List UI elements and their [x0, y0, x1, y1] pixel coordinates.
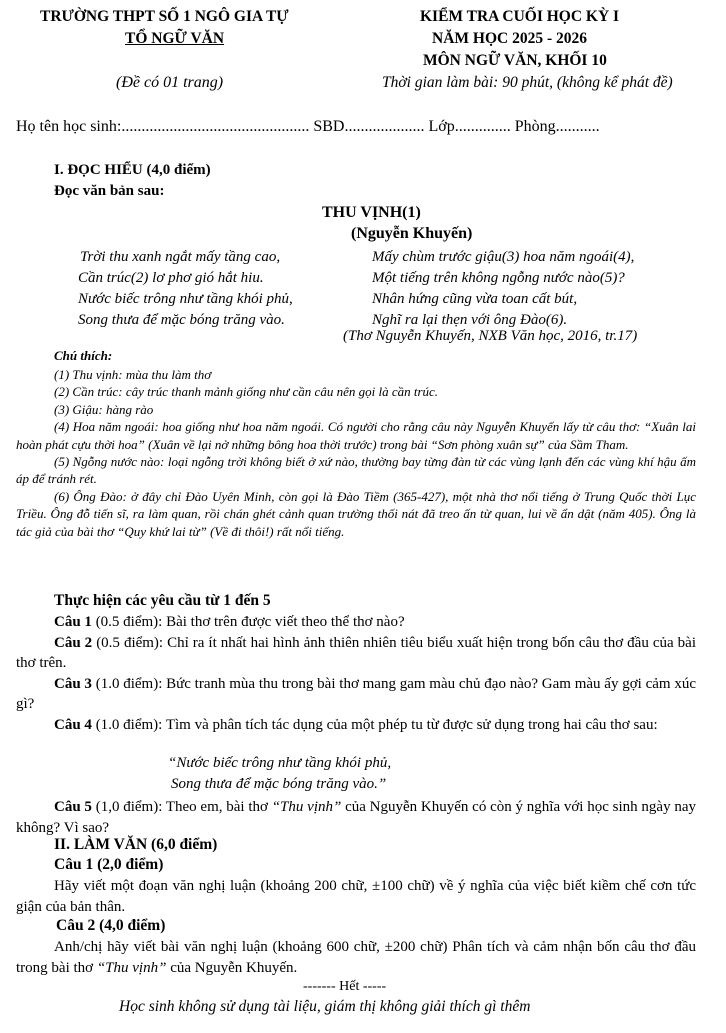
essay2-text: của Nguyễn Khuyến.: [166, 959, 298, 976]
question-label: Câu 3: [54, 675, 92, 692]
poem-name-ref: “Thu vịnh”: [96, 959, 167, 976]
quote-line: Song thưa để mặc bóng trăng vào.”: [171, 776, 387, 792]
poem-right-column: [372, 247, 634, 331]
end-marker: ------- Hết -----: [303, 979, 387, 994]
question-label: Câu 4: [54, 716, 92, 733]
question-label: Câu 2: [54, 634, 93, 651]
section1-instruction: Đọc văn bản sau:: [54, 183, 165, 199]
school-name: TRƯỜNG THPT SỐ 1 NGÔ GIA TỰ: [40, 8, 289, 25]
tasks-title: Thực hiện các yêu cầu từ 1 đến 5: [54, 592, 271, 609]
poem-line: Một tiếng trên không ngỗng nước nào(5)?: [372, 270, 625, 286]
department-name: TỔ NGỮ VĂN: [125, 30, 225, 47]
note-item: (6) Ông Đào: ở đây chỉ Đào Uyên Minh, còn gọi là Đào Tiềm (365-427), một nhà thơ nổi tiếng ở Trung Quốc thời Lục Triều. Ông đỗ tiến sĩ, ra làm quan, rồi chán ghét cảnh quan trường thối nát đã treo ấn từ quan, lui về ẩn dật (năm 405). Ông là tác giả của bài thơ “Quy khứ lai từ” (Về đi thôi!) rất nổi tiếng.: [16, 488, 696, 539]
essay2-title: Câu 2 (4,0 điểm): [56, 917, 166, 934]
room-field: Phòng...........: [514, 118, 600, 135]
question-text: (1,0 điểm): Theo em, bài thơ: [91, 799, 272, 815]
poem-line: Cần trúc(2) lơ phơ gió hắt hiu.: [78, 270, 264, 286]
essay1-title: Câu 1 (2,0 điểm): [54, 856, 164, 873]
poem-line: Nước biếc trông như tầng khói phủ,: [78, 291, 293, 307]
quote-line: “Nước biếc trông như tầng khói phủ,: [168, 755, 392, 771]
class-field: Lớp..............: [428, 118, 511, 135]
quoted-verses: [168, 753, 391, 795]
poem-line: Trời thu xanh ngắt mấy tầng cao,: [80, 249, 281, 265]
question-label: Câu 5: [54, 799, 92, 815]
poem-line: Nhân hứng cũng vừa toan cất bút,: [372, 291, 578, 307]
section1-title: I. ĐỌC HIỂU (4,0 điểm): [54, 162, 211, 178]
note-item: (1) Thu vịnh: mùa thu làm thơ: [54, 367, 212, 382]
question-4: [16, 715, 696, 736]
question-2: [16, 633, 696, 674]
question-text: của Nguyễn Khuyến có còn ý nghĩa với học sinh ngày nay không? Vì sao?: [16, 799, 696, 836]
question-text: (1.0 điểm): Bức tranh mùa thu trong bài thơ mang gam màu chủ đạo nào? Gam màu ấy gợi cảm xúc gì?: [16, 675, 696, 713]
footer-note: Học sinh không sử dụng tài liệu, giám thị không giải thích gì thêm: [119, 998, 531, 1015]
notes-title: Chú thích:: [54, 348, 113, 363]
essay2-text: Anh/chị hãy viết bài văn nghị luận (khoảng 600 chữ, ±200 chữ) Phân tích và cảm nhận bốn câu thơ đầu trong bài thơ: [16, 939, 696, 976]
question-text: (0.5 điểm): Bài thơ trên được viết theo thể thơ nào?: [91, 614, 405, 630]
poem-author: (Nguyễn Khuyến): [351, 225, 473, 242]
question-1: [16, 612, 696, 633]
poem-line: Nghĩ ra lại thẹn với ông Đào(6).: [372, 312, 568, 328]
essay1-prompt: Hãy viết một đoạn văn nghị luận (khoảng 200 chữ, ±100 chữ) về ý nghĩa của việc biết kiềm chế cơn tức giận của bản thân.: [16, 878, 696, 915]
question-3: [16, 674, 696, 715]
question-5: [16, 797, 696, 838]
sbd-field: SBD....................: [313, 118, 425, 135]
student-info-line: [16, 118, 600, 136]
poem-line: Mấy chùm trước giậu(3) hoa năm ngoái(4),: [372, 249, 635, 265]
poem-title: THU VỊNH(1): [322, 204, 421, 221]
student-name-field: Họ tên học sinh:...............................................: [16, 118, 310, 135]
essay2-prompt: [16, 937, 696, 978]
questions-list: [16, 612, 696, 736]
notes-list: [16, 366, 696, 540]
note-item: (5) Ngỗng nước nào: loại ngỗng trời không biết ở xứ nào, thường bay từng đàn từ các vùng lạnh đến các vùng khí hậu ấm áp để tránh rét.: [16, 454, 696, 487]
question-text: (1.0 điểm): Tìm và phân tích tác dụng của một phép tu từ được sử dụng trong hai câu thơ sau:: [91, 716, 658, 733]
poem-left-column: [78, 247, 293, 331]
section2-title: II. LÀM VĂN (6,0 điểm): [54, 836, 218, 853]
question-label: Câu 1: [54, 614, 92, 630]
poem-line: Song thưa để mặc bóng trăng vào.: [78, 312, 285, 328]
school-year: NĂM HỌC 2025 - 2026: [432, 30, 587, 47]
exam-time: Thời gian làm bài: 90 phút, (không kể phát đề): [382, 74, 673, 91]
question-text: (0.5 điểm): Chỉ ra ít nhất hai hình ảnh thiên nhiên tiêu biểu xuất hiện trong bốn câu thơ đầu của bài thơ trên.: [16, 634, 696, 672]
note-item: (2) Cần trúc: cây trúc thanh mảnh giống như cần câu nên gọi là cần trúc.: [54, 384, 439, 400]
poem-name-ref: “Thu vịnh”: [271, 799, 342, 815]
note-item: (3) Giậu: hàng rào: [54, 401, 154, 417]
note-item: (4) Hoa năm ngoái: hoa giống như hoa năm ngoái. Có người cho rằng câu này Nguyễn Khuyến lấy từ câu thơ: “Xuân lai hoàn phát cựu thời hoa” (Xuân về lại nở những bông hoa thời trước) trong bài “Sơn phòng xuân sự” của Sầm Tham.: [16, 419, 696, 452]
pages-note: (Đề có 01 trang): [116, 74, 224, 91]
exam-title: KIỂM TRA CUỐI HỌC KỲ I: [420, 8, 620, 25]
poem-source: (Thơ Nguyễn Khuyến, NXB Văn học, 2016, tr.17): [343, 328, 638, 344]
exam-subject: MÔN NGỮ VĂN, KHỐI 10: [423, 52, 607, 69]
